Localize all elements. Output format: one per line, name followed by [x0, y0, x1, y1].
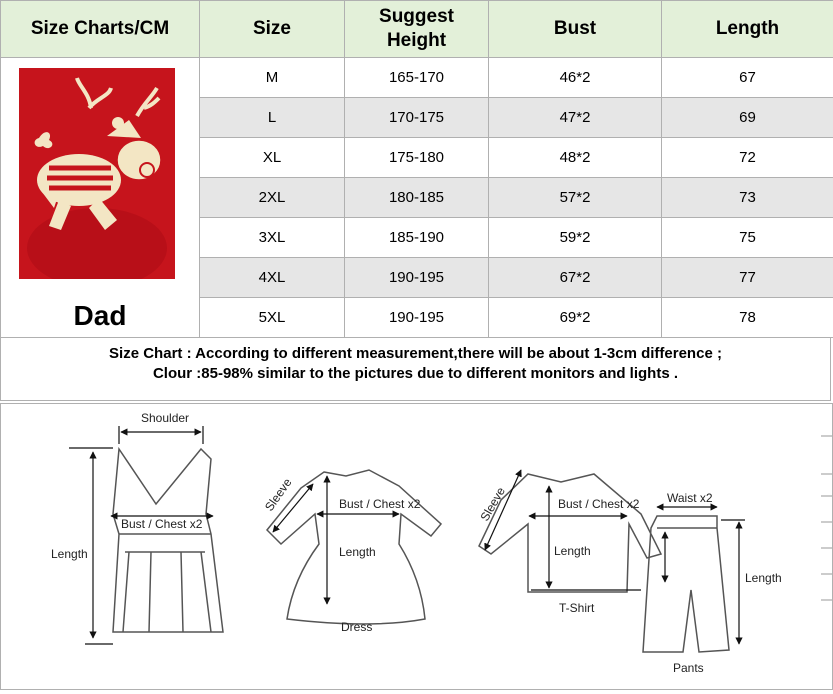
- cell-length: 69: [662, 98, 833, 138]
- cell-height: 185-190: [345, 218, 489, 258]
- cell-length: 77: [662, 258, 833, 298]
- size-note: [0, 337, 831, 401]
- product-label: Dad: [1, 300, 199, 332]
- cell-height: 180-185: [345, 178, 489, 218]
- header-row: [1, 1, 833, 58]
- header-length: Length: [662, 1, 833, 58]
- note-line-2: Clour :85-98% similar to the pictures due to different monitors and lights .: [1, 364, 830, 384]
- table-row: [1, 58, 833, 98]
- cell-length: 67: [662, 58, 833, 98]
- cell-bust: 48*2: [489, 138, 662, 178]
- cell-bust: 57*2: [489, 178, 662, 218]
- label-tshirt-bust: Bust / Chest x2: [558, 497, 640, 511]
- label-tank-bust: Bust / Chest x2: [121, 517, 203, 531]
- label-tshirt-length: Length: [554, 544, 591, 558]
- cell-size: 4XL: [200, 258, 345, 298]
- cell-length: 73: [662, 178, 833, 218]
- product-image-cell: [1, 58, 200, 338]
- header-size: Size: [200, 1, 345, 58]
- cell-size: 2XL: [200, 178, 345, 218]
- product-photo: [19, 68, 175, 279]
- cell-length: 72: [662, 138, 833, 178]
- label-tshirt: T-Shirt: [559, 601, 595, 615]
- header-suggest-height: Suggest Height: [345, 1, 489, 58]
- cell-height: 165-170: [345, 58, 489, 98]
- cell-bust: 46*2: [489, 58, 662, 98]
- label-dress-sleeve: Sleeve: [262, 475, 295, 513]
- cell-height: 175-180: [345, 138, 489, 178]
- label-tank-length: Length: [51, 547, 88, 561]
- label-tshirt-sleeve: Sleeve: [477, 484, 508, 523]
- label-dress-length: Length: [339, 545, 376, 559]
- label-pants-length: Length: [745, 571, 782, 585]
- label-dress-bust: Bust / Chest x2: [339, 497, 421, 511]
- label-pants: Pants: [673, 661, 704, 675]
- cell-bust: 67*2: [489, 258, 662, 298]
- cell-height: 170-175: [345, 98, 489, 138]
- header-size-charts: Size Charts/CM: [1, 1, 200, 58]
- label-waist: Waist x2: [667, 491, 713, 505]
- header-bust: Bust: [489, 1, 662, 58]
- cell-height: 190-195: [345, 298, 489, 338]
- note-line-1: Size Chart : According to different measurement,there will be about 1-3cm difference ;: [1, 344, 830, 364]
- cell-height: 190-195: [345, 258, 489, 298]
- cell-length: 78: [662, 298, 833, 338]
- cell-size: 5XL: [200, 298, 345, 338]
- size-chart-table: [0, 0, 833, 338]
- label-shoulder: Shoulder: [141, 411, 189, 425]
- cell-size: 3XL: [200, 218, 345, 258]
- cell-bust: 47*2: [489, 98, 662, 138]
- measurement-diagram: [0, 403, 833, 690]
- cell-bust: 69*2: [489, 298, 662, 338]
- cell-size: M: [200, 58, 345, 98]
- label-dress: Dress: [341, 620, 372, 634]
- cell-length: 75: [662, 218, 833, 258]
- cell-size: L: [200, 98, 345, 138]
- cell-bust: 59*2: [489, 218, 662, 258]
- cell-size: XL: [200, 138, 345, 178]
